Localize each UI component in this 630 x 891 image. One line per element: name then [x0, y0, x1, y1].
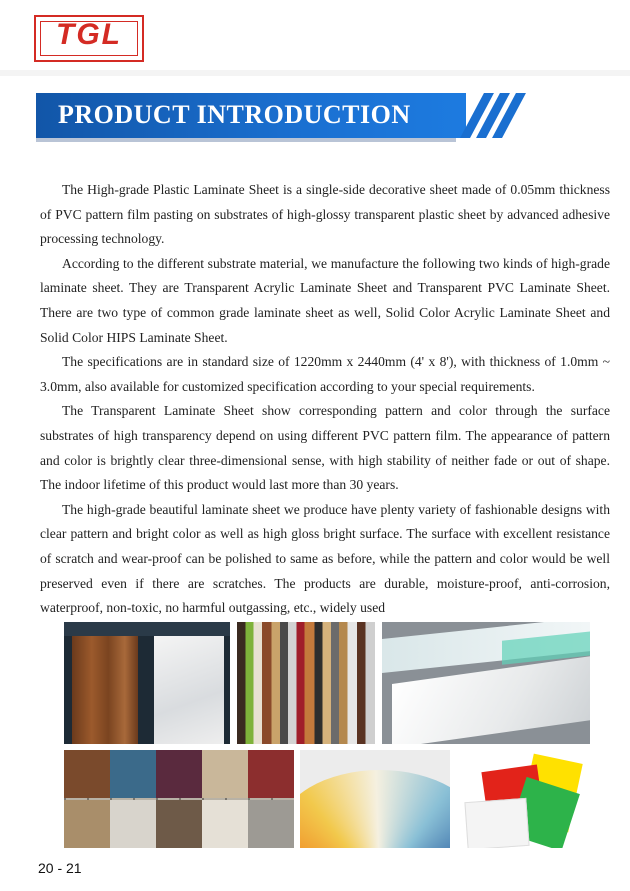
- photo-pattern-swatches: [64, 750, 294, 848]
- product-description: [40, 178, 610, 621]
- banner-shadow: [36, 138, 456, 142]
- paragraph: The high-grade beautiful laminate sheet we produce have plenty variety of fashionable designs with clear pattern and bright color as well as high gloss bright surface. The surface with excellent resistance of scratch and wear-proof can be polished to same as before, while the pattern and color would be well preserved even if there are scratches. The products are durable, moisture-proof, anti-corrosion, waterproof, non-toxic, no harmful outgassing, etc., widely used: [40, 501, 610, 616]
- photo-glossy-sheets: [382, 622, 590, 744]
- logo-text: TGL: [56, 18, 122, 51]
- paragraph: According to the different substrate material, we manufacture the following two kinds of high-grade laminate sheet. They are Transparent Acrylic Laminate Sheet and Transparent PVC Laminate Sheet. There are two type of common grade laminate sheet as well, Solid Color Acrylic Laminate Sheet and Solid Color HIPS Laminate Sheet.: [40, 255, 610, 345]
- paragraph: The specifications are in standard size of 1220mm x 2440mm (4' x 8'), with thickness of 1.0mm ~ 3.0mm, also available for customized specification according to your special requirements.: [40, 354, 610, 394]
- photo-wood-panels: [64, 622, 230, 744]
- header-band: [0, 70, 630, 76]
- photo-color-sheets: [237, 622, 375, 744]
- paragraph: The High-grade Plastic Laminate Sheet is a single-side decorative sheet made of 0.05mm thickness of PVC pattern film pasting on substrates of high-glossy transparent plastic sheet by advanced adhesive processing technology.: [40, 182, 610, 247]
- product-photo-gallery: [64, 622, 590, 848]
- photo-bright-sheets: [456, 750, 590, 848]
- paragraph: The Transparent Laminate Sheet show corresponding pattern and color through the surface substrates of high transparency depend on using different PVC pattern film. The appearance of pattern and color is brightly clear three-dimensional sense, with high stability of neither fade or out of shape. The indoor lifetime of this product would last more than 30 years.: [40, 403, 610, 493]
- section-title: PRODUCT INTRODUCTION: [58, 100, 411, 129]
- page-numbers: 20 - 21: [38, 860, 82, 876]
- section-banner: [36, 93, 466, 138]
- photo-color-fan: [300, 750, 450, 848]
- tgl-logo: [34, 15, 144, 62]
